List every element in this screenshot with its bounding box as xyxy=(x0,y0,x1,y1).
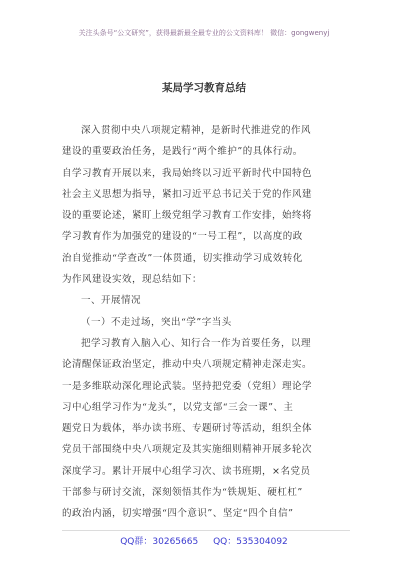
document-title: 某局学习教育总结 xyxy=(162,82,246,94)
body-line: 治自觉推动“学查改”一体贯通，切实推动学习成效转化 xyxy=(62,252,303,264)
body-line: 的政治内涵，切实增强“四个意识”、坚定“四个自信” xyxy=(62,508,294,520)
subsection-heading: （一）不走过场，突出“学”字当头 xyxy=(81,316,232,328)
body-line: 干部参与研讨交流，深刻领悟其作为“铁规矩、硬杠杠” xyxy=(62,487,303,499)
body-line: 深入贯彻中央八项规定精神，是新时代推进党的作风 xyxy=(81,125,312,136)
body-line: 题党日为载体，举办读书班、专题研讨等活动，组织全体 xyxy=(62,423,313,435)
body-line: 党员干部围绕中央八项规定及其实施细则精神开展多轮次 xyxy=(62,444,313,456)
body-line: 把学习教育入脑入心、知行合一作为首要任务，以理 xyxy=(81,337,312,349)
body-line: 为作风建设实效，现总结如下： xyxy=(62,274,203,286)
footer xyxy=(0,534,408,547)
body-line: 习中心组学习作为“龙头”，以党支部“三会一课”、主 xyxy=(62,401,294,413)
footer-divider xyxy=(62,530,350,531)
body-line: 一是多维联动深化理论武装。坚持把党委（党组）理论学 xyxy=(62,380,313,392)
body-line: 设的重要论述，紧盯上级党组学习教育工作安排，始终将 xyxy=(62,210,313,222)
header-notice: 关注头条号“公文研究”，获得最新最全最专业的公文资料库！ 微信：gongwenyj xyxy=(78,29,330,37)
body-line: 论清醒保证政治坚定，推动中央八项规定精神走深走实。 xyxy=(62,359,313,371)
body-line: 学习教育作为加强党的建设的“一号工程”，以高度的政 xyxy=(62,231,303,243)
footer-qq-group: QQ群：30265665 xyxy=(120,537,199,547)
body-line: 建设的重要政治任务，是践行“两个维护”的具体行动。 xyxy=(62,146,303,158)
footer-qq: QQ：535304092 xyxy=(213,537,288,547)
body-line: 社会主义思想为指导，紧扣习近平总书记关于党的作风建 xyxy=(62,188,313,200)
section-heading: 一、开展情况 xyxy=(81,295,142,307)
document-body xyxy=(62,120,350,525)
body-line: 自学习教育开展以来，我局始终以习近平新时代中国特色 xyxy=(62,167,313,179)
body-line: 深度学习。累计开展中心组学习次、读书班期，×名党员 xyxy=(62,465,311,477)
